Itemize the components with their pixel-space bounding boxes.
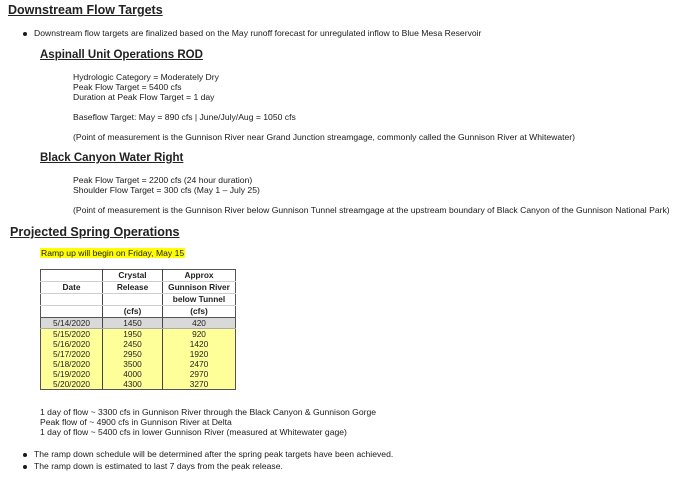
aspinall-line-peak-flow: Peak Flow Target = 5400 cfs [73, 82, 182, 92]
date-cell: 5/20/2020 [41, 379, 103, 390]
ramp-up-text: Ramp up will begin on Friday, May 15 [41, 248, 185, 258]
release-cell: 4300 [103, 379, 163, 390]
aspinall-baseflow: Baseflow Target: May = 890 cfs | June/July/Aug = 1050 cfs [73, 112, 296, 122]
aspinall-line-hydrologic-category: Hydrologic Category = Moderately Dry [73, 72, 219, 82]
table-header-row [41, 282, 236, 294]
header-cell [103, 294, 163, 306]
table-row [41, 359, 236, 369]
release-cell: 1950 [103, 329, 163, 340]
table-header-row [41, 306, 236, 318]
table-header-row [41, 270, 236, 282]
bullet-icon [23, 32, 27, 36]
projected-release-table [40, 269, 236, 390]
tunnel-flow-cell: 2470 [163, 359, 236, 369]
header-cell: (cfs) [103, 306, 163, 318]
table-row [41, 318, 236, 329]
subsection-title-black-canyon: Black Canyon Water Right [40, 152, 184, 164]
release-cell: 4000 [103, 369, 163, 379]
aspinall-line-duration: Duration at Peak Flow Target = 1 day [73, 92, 215, 102]
table-row [41, 369, 236, 379]
table-row [41, 379, 236, 390]
table-row [41, 339, 236, 349]
header-cell: (cfs) [163, 306, 236, 318]
ramp-down-schedule-bullet: The ramp down schedule will be determined after the spring peak targets have been achieved. [34, 449, 394, 459]
release-cell: 3500 [103, 359, 163, 369]
table-row [41, 349, 236, 359]
black-canyon-line-shoulder: Shoulder Flow Target = 300 cfs (May 1 – July 25) [73, 185, 260, 195]
date-cell: 5/16/2020 [41, 339, 103, 349]
release-cell: 2450 [103, 339, 163, 349]
date-cell: 5/15/2020 [41, 329, 103, 340]
header-cell [41, 270, 103, 282]
header-cell: below Tunnel [163, 294, 236, 306]
flow-note-whitewater: 1 day of flow ~ 5400 cfs in lower Gunnison River (measured at Whitewater gage) [40, 427, 347, 437]
downstream-bullet-text: Downstream flow targets are finalized based on the May runoff forecast for unregulated inflow to Blue Mesa Reservoir [34, 28, 482, 38]
ramp-down-duration-bullet: The ramp down is estimated to last 7 days from the peak release. [34, 461, 283, 471]
flow-note-black-canyon: 1 day of flow ~ 3300 cfs in Gunnison River through the Black Canyon & Gunnison Gorge [40, 407, 377, 417]
table-row [41, 329, 236, 340]
release-cell: 2950 [103, 349, 163, 359]
table-header-row [41, 294, 236, 306]
bullet-icon [23, 453, 27, 457]
tunnel-flow-cell: 2970 [163, 369, 236, 379]
release-cell: 1450 [103, 318, 163, 329]
header-cell: Approx [163, 270, 236, 282]
header-cell [41, 306, 103, 318]
tunnel-flow-cell: 920 [163, 329, 236, 340]
header-cell: Gunnison River [163, 282, 236, 294]
header-cell: Crystal [103, 270, 163, 282]
tunnel-flow-cell: 1420 [163, 339, 236, 349]
subsection-title-aspinall: Aspinall Unit Operations ROD [40, 49, 203, 61]
date-cell: 5/14/2020 [41, 318, 103, 329]
black-canyon-line-peak: Peak Flow Target = 2200 cfs (24 hour duration) [73, 175, 253, 185]
tunnel-flow-cell: 1920 [163, 349, 236, 359]
header-cell: Date [41, 282, 103, 294]
header-cell [41, 294, 103, 306]
aspinall-measurement-note: (Point of measurement is the Gunnison River near Grand Junction streamgage, commonly called the Gunnison River at Whitewater) [73, 132, 576, 142]
date-cell: 5/19/2020 [41, 369, 103, 379]
section-title-projected-spring-operations: Projected Spring Operations [10, 225, 180, 239]
ramp-up-highlight [40, 248, 185, 259]
flow-note-delta: Peak flow of ~ 4900 cfs in Gunnison River at Delta [40, 417, 232, 427]
tunnel-flow-cell: 420 [163, 318, 236, 329]
date-cell: 5/18/2020 [41, 359, 103, 369]
header-cell: Release [103, 282, 163, 294]
tunnel-flow-cell: 3270 [163, 379, 236, 390]
date-cell: 5/17/2020 [41, 349, 103, 359]
section-title-downstream-flow-targets: Downstream Flow Targets [8, 3, 163, 17]
bullet-icon [23, 465, 27, 469]
black-canyon-measurement-note: (Point of measurement is the Gunnison River below Gunnison Tunnel streamgage at the upstream boundary of Black Canyon of the Gunnison National Park) [73, 205, 670, 215]
